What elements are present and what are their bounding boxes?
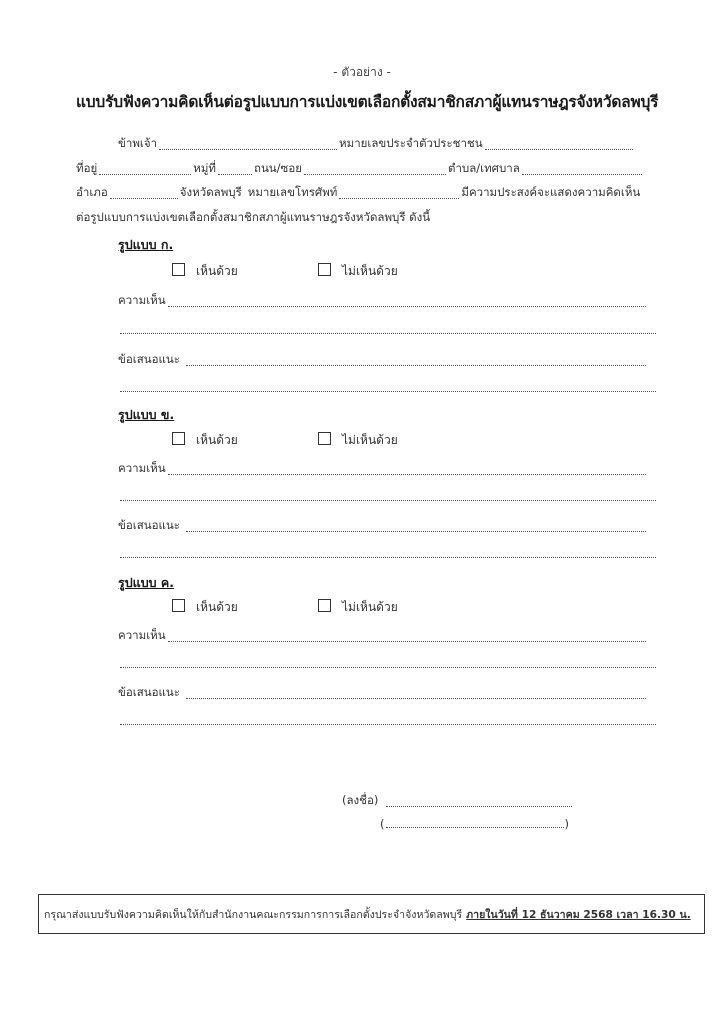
notice-deadline: ภายในวันที่ 12 ธันวาคม 2568 เวลา 16.30 น. [466,908,691,921]
road-label: ถนน/ซอย [253,161,302,175]
disagree-label: ไม่เห็นด้วย [342,433,398,447]
opinion-row [118,627,648,645]
disagree-checkbox[interactable] [318,432,331,445]
agree-checkbox[interactable] [172,432,185,445]
suggestion-row [118,351,648,369]
opinion-field-line-2[interactable] [120,656,656,668]
submission-notice [38,894,705,934]
printed-name-row [380,816,569,831]
notice-instruction: กรุณาส่งแบบรับฟังความคิดเห็นให้กับสำนักงานคณะกรรมการการเลือกตั้งประจำจังหวัดลพบุรี [44,908,463,921]
name-field[interactable] [159,138,337,150]
agree-label: เห็นด้วย [196,264,238,278]
opinion-label: ความเห็น [118,461,166,475]
signature-row [342,792,574,810]
format-heading: รูปแบบ ก. [118,237,174,252]
address-row [76,160,644,178]
address-label: ที่อยู่ [76,161,98,175]
disagree-label: ไม่เห็นด้วย [342,600,398,614]
sample-label: - ตัวอย่าง - [333,65,391,79]
agree-label: เห็นด้วย [196,600,238,614]
form-title: แบบรับฟังความคิดเห็นต่อรูปแบบการแบ่งเขตเลือกตั้งสมาชิกสภาผู้แทนราษฎรจังหวัดลพบุรี [76,93,659,111]
subdistrict-field[interactable] [522,163,642,175]
address-field[interactable] [99,163,191,175]
suggestion-field[interactable] [186,687,646,699]
opinion-field-line-2[interactable] [120,322,656,334]
name-label: ข้าพเจ้า [118,136,158,150]
suggestion-field-line-2[interactable] [120,380,656,392]
opinion-field[interactable] [168,630,646,642]
format-heading: รูปแบบ ข. [118,407,175,422]
suggestion-field[interactable] [186,520,646,532]
id-field[interactable] [485,138,633,150]
intent-text: มีความประสงค์จะแสดงความคิดเห็น [461,185,641,199]
district-row [76,184,640,202]
agree-label: เห็นด้วย [196,433,238,447]
suggestion-label: ข้อเสนอแนะ [118,685,180,699]
disagree-label: ไม่เห็นด้วย [342,264,398,278]
intent-continuation: ต่อรูปแบบการแบ่งเขตเลือกตั้งสมาชิกสภาผู้แทนราษฎรจังหวัดลพบุรี ดังนี้ [76,210,431,224]
opinion-row [118,460,648,478]
signature-field[interactable] [386,795,572,807]
district-field[interactable] [110,187,178,199]
suggestion-field[interactable] [186,354,646,366]
paren-close: ) [564,817,569,831]
format-heading: รูปแบบ ค. [118,575,175,590]
suggestion-row [118,684,648,702]
opinion-field[interactable] [168,295,646,307]
disagree-checkbox[interactable] [318,599,331,612]
phone-field[interactable] [339,187,459,199]
road-field[interactable] [304,163,446,175]
disagree-checkbox[interactable] [318,263,331,276]
signature-label: (ลงชื่อ) [342,793,379,807]
opinion-field[interactable] [168,463,646,475]
province-text: จังหวัดลพบุรี [179,185,242,199]
suggestion-label: ข้อเสนอแนะ [118,518,180,532]
subdistrict-label: ตำบล/เทศบาล [448,161,520,175]
opinion-row [118,292,648,310]
opinion-field-line-2[interactable] [120,489,656,501]
suggestion-field-line-2[interactable] [120,713,656,725]
opinion-label: ความเห็น [118,293,166,307]
agree-checkbox[interactable] [172,599,185,612]
moo-label: หมู่ที่ [193,161,216,175]
paren-open: ( [380,817,385,831]
id-label: หมายเลขประจำตัวประชาชน [339,136,483,150]
moo-field[interactable] [218,163,252,175]
phone-label: หมายเลขโทรศัพท์ [247,185,338,199]
suggestion-row [118,517,648,535]
printed-name-field[interactable] [386,816,564,828]
name-row [118,135,635,153]
suggestion-label: ข้อเสนอแนะ [118,352,180,366]
suggestion-field-line-2[interactable] [120,546,656,558]
agree-checkbox[interactable] [172,263,185,276]
opinion-label: ความเห็น [118,628,166,642]
district-label: อำเภอ [76,185,108,199]
